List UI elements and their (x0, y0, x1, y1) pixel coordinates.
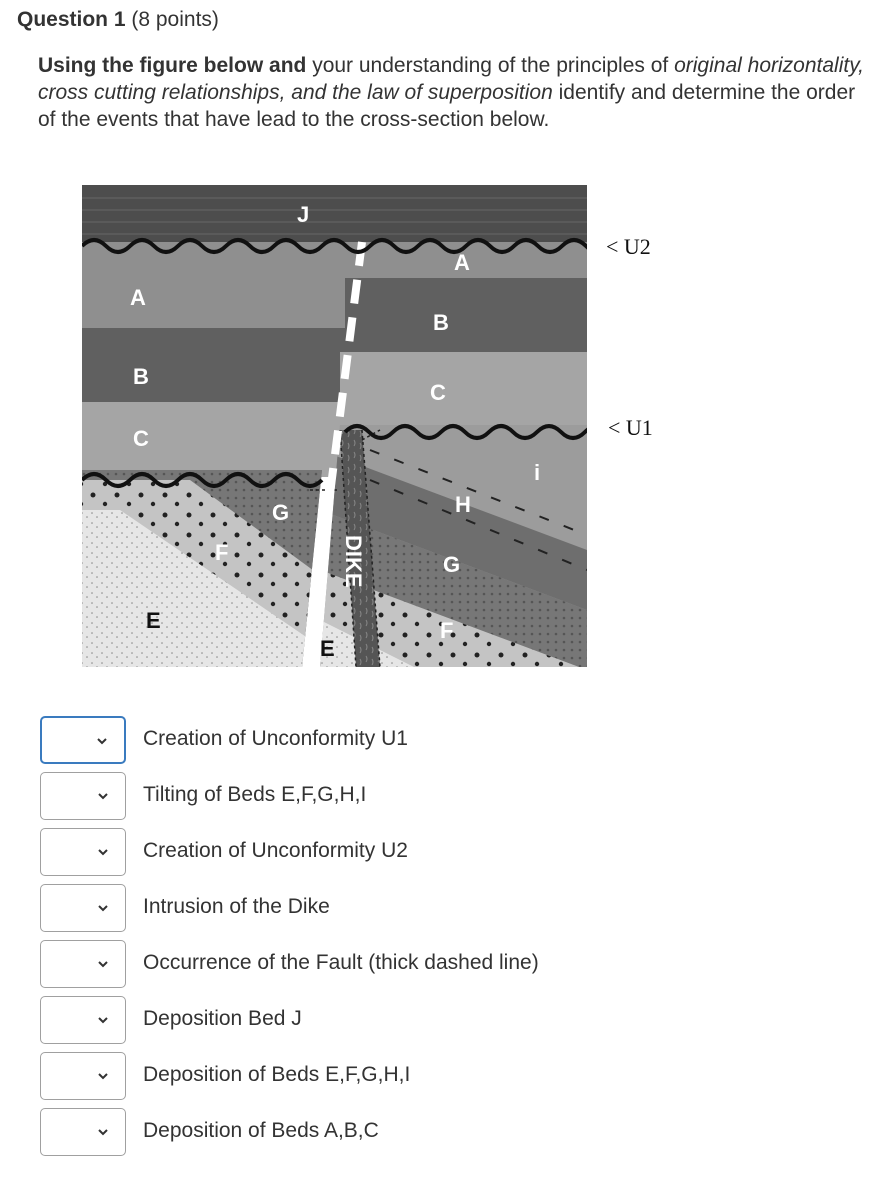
answer-list (40, 716, 840, 1164)
chevron-down-icon (96, 735, 108, 747)
label-a-right: A (454, 250, 470, 275)
question-header (17, 8, 219, 32)
label-i: i (534, 460, 541, 485)
label-g-left: G (272, 500, 290, 525)
answer-label: Creation of Unconformity U2 (143, 839, 408, 862)
label-u2: < U2 (606, 234, 651, 259)
answer-label: Deposition of Beds E,F,G,H,I (143, 1063, 411, 1086)
label-h: H (455, 492, 471, 517)
chevron-down-icon (97, 846, 109, 858)
prompt-italic: original horizontality, cross cutting relationships, and the law of superposition (38, 54, 864, 104)
answer-row (40, 884, 840, 940)
prompt-mid: your understanding of the principles of (306, 54, 675, 77)
answer-row (40, 940, 840, 996)
chevron-down-icon (97, 958, 109, 970)
cross-section-figure (40, 150, 680, 680)
label-e-left: E (146, 608, 161, 633)
chevron-down-icon (97, 1070, 109, 1082)
bed-b-right (345, 278, 587, 354)
bed-c-left (82, 402, 352, 477)
label-f-right: F (440, 618, 454, 643)
answer-row (40, 772, 840, 828)
answer-label: Intrusion of the Dike (143, 895, 330, 918)
answer-label: Deposition Bed J (143, 1007, 302, 1030)
bed-j (82, 185, 587, 245)
order-select[interactable] (40, 996, 126, 1044)
label-j: J (297, 202, 310, 227)
chevron-down-icon (97, 790, 109, 802)
answer-label: Tilting of Beds E,F,G,H,I (143, 783, 367, 806)
prompt-end: identify and determine the order of the events that have lead to the cross-section below. (38, 81, 856, 131)
label-b-right: B (433, 310, 449, 335)
bed-b-left (82, 328, 357, 404)
bed-c-right (340, 352, 587, 432)
label-a-left: A (130, 285, 146, 310)
question-title: Question 1 (17, 8, 126, 31)
label-dike: DIKE (341, 535, 366, 588)
order-select[interactable] (40, 1052, 126, 1100)
order-select[interactable] (40, 772, 126, 820)
label-c-left: C (133, 426, 149, 451)
order-select[interactable] (40, 1108, 126, 1156)
chevron-down-icon (97, 1014, 109, 1026)
answer-label: Deposition of Beds A,B,C (143, 1119, 379, 1142)
question-prompt (38, 52, 878, 133)
chevron-down-icon (97, 902, 109, 914)
answer-row (40, 828, 840, 884)
answer-row (40, 716, 840, 772)
cross-section-svg (40, 150, 680, 680)
label-b-left: B (133, 364, 149, 389)
label-u1: < U1 (608, 415, 653, 440)
answer-row (40, 996, 840, 1052)
chevron-down-icon (97, 1126, 109, 1138)
label-e-mid: E (320, 636, 335, 661)
order-select[interactable] (40, 716, 126, 764)
label-f-left: F (215, 540, 229, 565)
order-select[interactable] (40, 884, 126, 932)
answer-label: Occurrence of the Fault (thick dashed line) (143, 951, 539, 974)
order-select[interactable] (40, 828, 126, 876)
label-c-right: C (430, 380, 446, 405)
label-g-right: G (443, 552, 461, 577)
bed-a-left (82, 242, 362, 330)
question-points: (8 points) (131, 8, 219, 31)
answer-row (40, 1052, 840, 1108)
answer-label: Creation of Unconformity U1 (143, 727, 408, 750)
prompt-bold: Using the figure below and (38, 54, 307, 77)
order-select[interactable] (40, 940, 126, 988)
answer-row (40, 1108, 840, 1164)
